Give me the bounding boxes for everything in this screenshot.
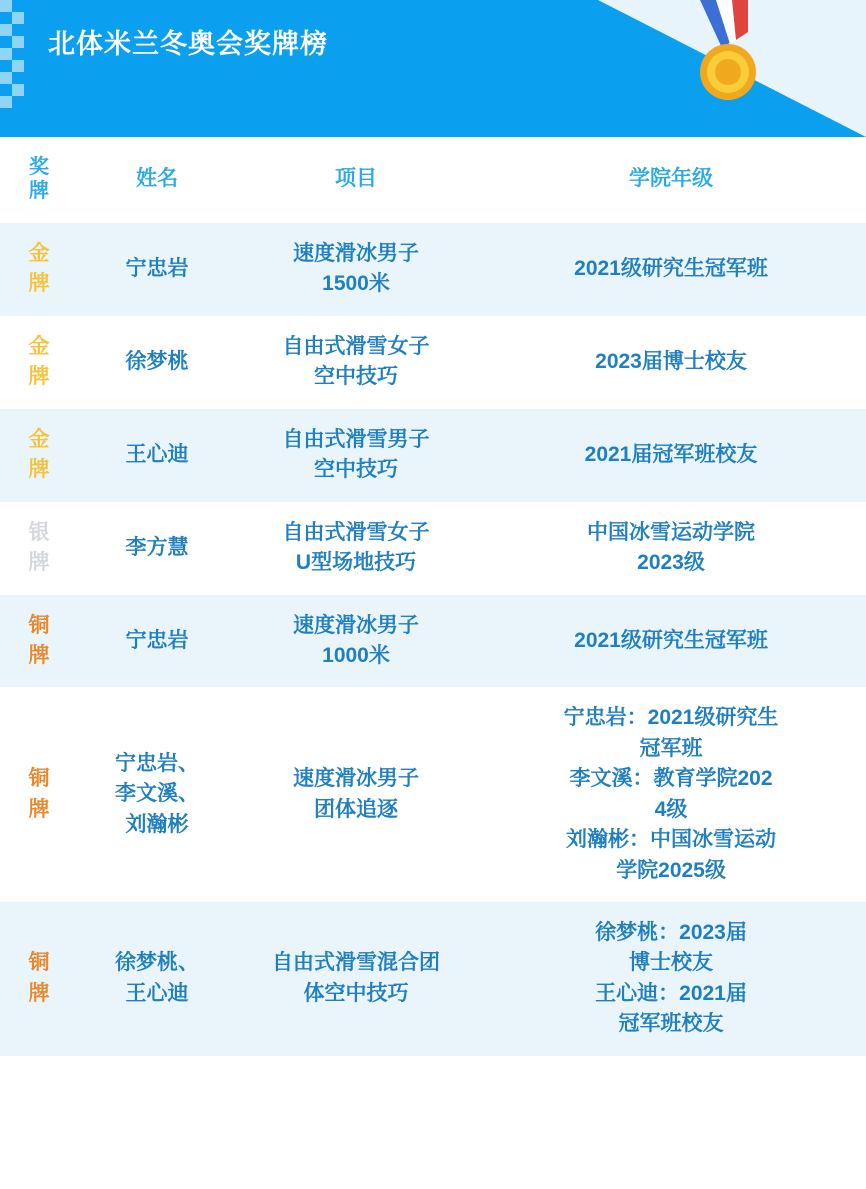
medal-cell	[0, 687, 78, 902]
medal-line: 牌	[28, 643, 50, 667]
table-row	[0, 409, 866, 502]
medal-cell	[0, 902, 78, 1056]
event-cell	[236, 316, 476, 409]
event-line: 自由式滑雪女子	[282, 520, 430, 544]
name-line: 宁忠岩、	[115, 752, 199, 776]
checker-decoration	[0, 0, 36, 137]
table-header-row	[0, 137, 866, 223]
column-header-name: 姓名	[78, 137, 236, 223]
college-line: 2021级研究生冠军班	[574, 257, 768, 281]
page-title: 北体米兰冬奥会奖牌榜	[48, 29, 328, 59]
event-line: 体空中技巧	[303, 981, 409, 1005]
college-line: 宁忠岩：2021级研究生	[563, 706, 779, 730]
medal-line: 金	[28, 427, 50, 451]
college-line: 徐梦桃：2023届	[595, 921, 747, 944]
event-line: 速度滑冰男子	[293, 613, 419, 637]
medal-line: 牌	[28, 797, 50, 821]
college-line: 王心迪：2021届	[595, 981, 747, 1005]
medal-icon	[682, 0, 774, 110]
name-line: 徐梦桃	[125, 350, 189, 374]
college-line: 冠军班	[639, 736, 703, 760]
event-line: 空中技巧	[314, 458, 398, 482]
medal-cell	[0, 316, 78, 409]
medal-line: 铜	[28, 613, 50, 637]
medal-cell	[0, 409, 78, 502]
name-line: 李方慧	[125, 535, 189, 559]
event-line: 自由式滑雪女子	[282, 334, 430, 358]
table-row	[0, 223, 866, 316]
medal-line: 牌	[28, 272, 50, 296]
event-line: U型场地技巧	[295, 551, 417, 575]
medal-line: 牌	[28, 365, 50, 389]
medal-line: 牌	[28, 551, 50, 575]
name-line: 宁忠岩	[125, 628, 189, 652]
column-header-medal-line-1: 奖	[29, 156, 49, 178]
college-line: 2023届博士校友	[595, 350, 747, 374]
table-row	[0, 502, 866, 595]
name-cell	[78, 902, 236, 1056]
college-cell	[476, 223, 866, 316]
event-line: 空中技巧	[314, 365, 398, 389]
name-line: 刘瀚彬	[125, 812, 189, 836]
college-line: 冠军班校友	[618, 1012, 724, 1036]
table-row	[0, 316, 866, 409]
name-line: 徐梦桃、	[115, 951, 199, 975]
medal-line: 铜	[28, 767, 50, 791]
college-cell	[476, 687, 866, 902]
medal-cell	[0, 502, 78, 595]
medal-cell	[0, 223, 78, 316]
event-line: 自由式滑雪混合团	[272, 951, 440, 975]
column-header-medal-line-2: 牌	[29, 180, 49, 202]
name-cell	[78, 502, 236, 595]
name-cell	[78, 223, 236, 316]
event-cell	[236, 223, 476, 316]
table-row	[0, 902, 866, 1056]
medal-line: 牌	[28, 981, 50, 1005]
medal-table	[0, 137, 866, 1056]
college-cell	[476, 502, 866, 595]
medal-line: 铜	[28, 951, 50, 975]
column-header-college: 学院年级	[476, 137, 866, 223]
name-cell	[78, 595, 236, 688]
name-line: 王心迪	[125, 442, 189, 466]
medal-line: 金	[28, 334, 50, 358]
college-cell	[476, 595, 866, 688]
column-header-event: 项目	[236, 137, 476, 223]
event-line: 速度滑冰男子	[293, 242, 419, 265]
college-line: 博士校友	[629, 951, 713, 975]
name-cell	[78, 316, 236, 409]
college-line: 中国冰雪运动学院	[587, 520, 755, 544]
column-header-medal	[0, 137, 78, 223]
table-row	[0, 687, 866, 902]
college-cell	[476, 902, 866, 1056]
name-cell	[78, 409, 236, 502]
name-cell	[78, 687, 236, 902]
name-line: 李文溪、	[115, 782, 199, 806]
event-line: 1500米	[322, 272, 390, 296]
medal-line: 银	[28, 520, 50, 544]
event-line: 速度滑冰男子	[293, 767, 419, 791]
event-cell	[236, 502, 476, 595]
event-cell	[236, 687, 476, 902]
event-cell	[236, 409, 476, 502]
college-line: 2021届冠军班校友	[584, 442, 758, 466]
college-cell	[476, 409, 866, 502]
college-line: 4级	[654, 797, 688, 821]
name-line: 宁忠岩	[125, 257, 189, 281]
college-cell	[476, 316, 866, 409]
medal-cell	[0, 595, 78, 688]
college-line: 学院2025级	[616, 858, 726, 882]
medal-line: 金	[28, 242, 50, 265]
name-line: 王心迪	[125, 981, 189, 1005]
event-line: 团体追逐	[314, 797, 398, 821]
event-line: 1000米	[322, 643, 390, 667]
college-line: 李文溪：教育学院202	[569, 767, 773, 791]
college-line: 刘瀚彬：中国冰雪运动	[566, 828, 776, 852]
event-cell	[236, 902, 476, 1056]
college-line: 2021级研究生冠军班	[574, 628, 768, 652]
event-cell	[236, 595, 476, 688]
page-header	[0, 0, 866, 137]
medal-line: 牌	[28, 458, 50, 482]
event-line: 自由式滑雪男子	[282, 427, 430, 451]
college-line: 2023级	[637, 551, 705, 575]
table-row	[0, 595, 866, 688]
